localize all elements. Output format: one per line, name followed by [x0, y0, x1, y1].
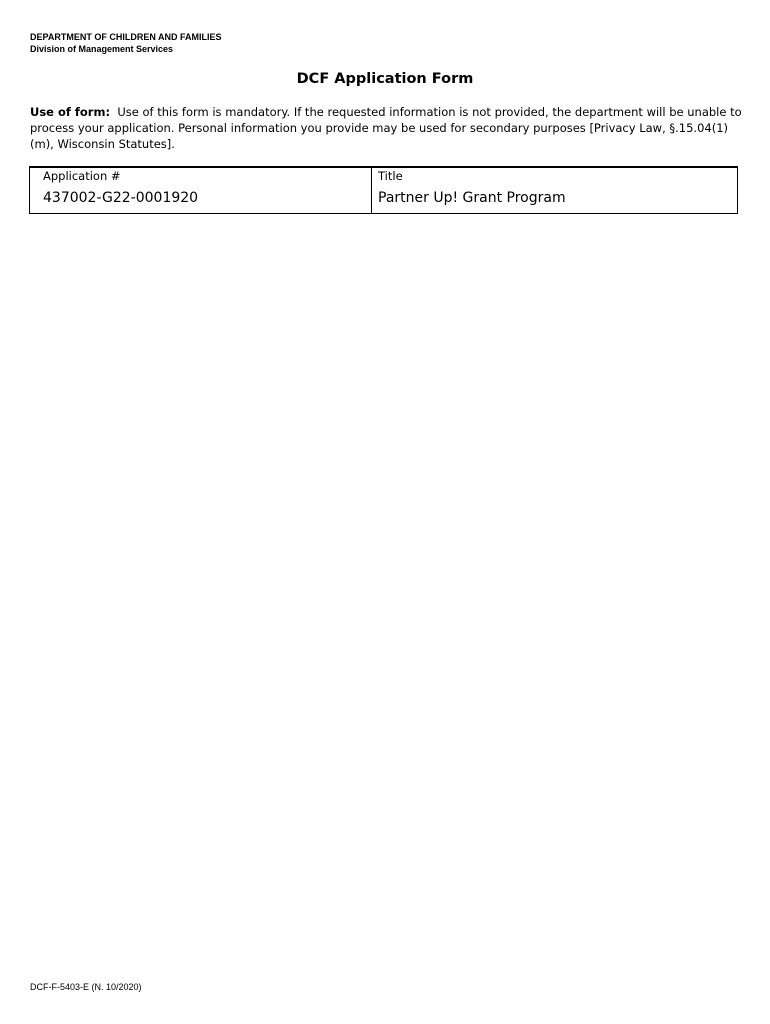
use-of-form-text: Use of this form is mandatory. If the requested information is not provided, the department will be unable to process your application. Personal information you provide may be used for secondary purposes [Privacy Law, §.15.04(1)(m), Wisconsin Statutes].	[30, 105, 742, 151]
title-label: Title	[378, 169, 403, 183]
page-title: DCF Application Form	[296, 71, 474, 87]
title-cell	[372, 168, 737, 213]
division-name: Division of Management Services	[30, 44, 174, 54]
department-name: DEPARTMENT OF CHILDREN AND FAMILIES	[30, 32, 222, 42]
application-info-table	[29, 166, 738, 214]
title-value: Partner Up! Grant Program	[378, 190, 566, 206]
form-id-footer: DCF-F-5403-E (N. 10/2020)	[30, 982, 142, 992]
use-of-form-notice	[30, 104, 742, 152]
application-number-value: 437002-G22-0001920	[43, 190, 199, 206]
page-header	[30, 31, 222, 55]
application-number-cell	[30, 168, 372, 213]
use-of-form-label: Use of form:	[30, 105, 111, 119]
application-number-label: Application #	[43, 169, 121, 183]
